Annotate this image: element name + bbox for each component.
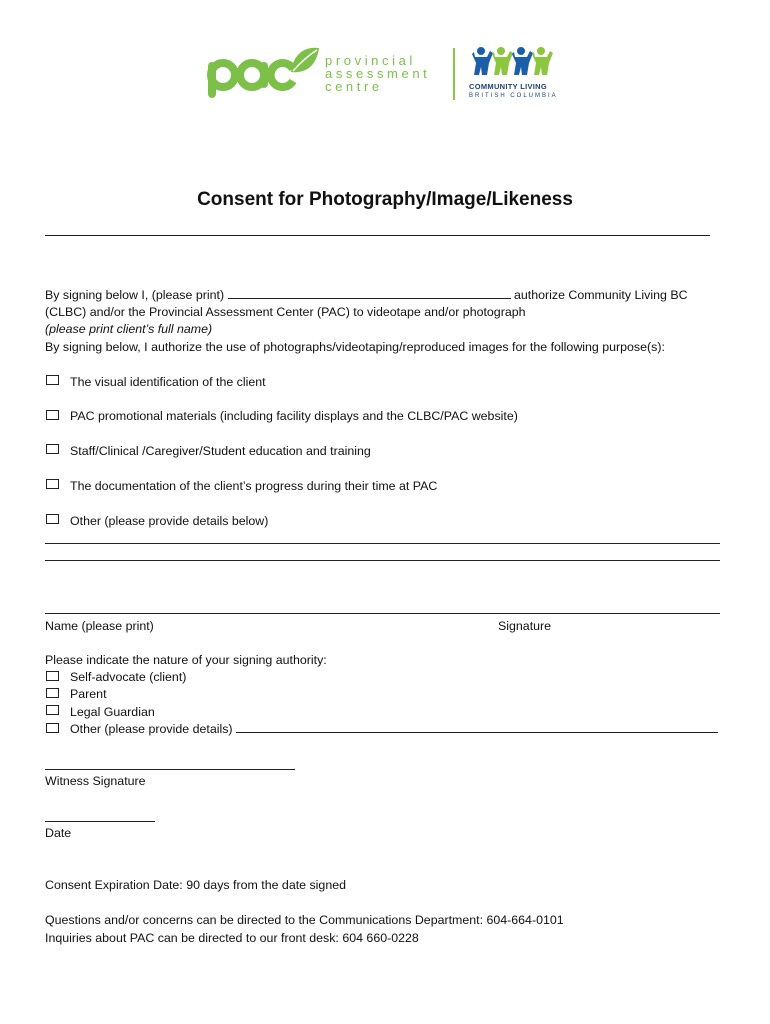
authority-label-legal-guardian: Legal Guardian — [70, 705, 155, 719]
client-name-field[interactable] — [228, 287, 511, 299]
purpose-checkbox-3[interactable] — [46, 444, 59, 454]
signature-label: Signature — [498, 619, 552, 633]
purpose-label-5: Other (please provide details below) — [70, 514, 269, 528]
pac-word-1: provincial — [325, 53, 416, 68]
intro-line-1 — [45, 287, 688, 304]
purpose-checkbox-5[interactable] — [46, 514, 59, 524]
authority-heading: Please indicate the nature of your signing authority: — [45, 653, 327, 667]
header-logos — [205, 42, 565, 104]
title-underline — [45, 235, 710, 236]
intro-line-2: (CLBC) and/or the Provincial Assessment Center (PAC) to videotape and/or photograph — [45, 305, 526, 319]
contact-inquiries: Inquiries about PAC can be directed to our front desk: 604 660-0228 — [45, 931, 419, 945]
expiration-text: Consent Expiration Date: 90 days from the date signed — [45, 878, 346, 892]
clbc-region: BRITISH COLUMBIA — [469, 93, 558, 99]
date-line[interactable] — [45, 821, 155, 822]
intro-line-1-post: authorize Community Living BC — [513, 288, 688, 302]
intro-line-3: (please print client’s full name) — [45, 322, 213, 336]
purpose-label-4: The documentation of the client’s progress during their time at PAC — [70, 479, 438, 493]
intro-line-4: By signing below, I authorize the use of photographs/videotaping/reproduced images for the following purpose(s): — [45, 340, 665, 354]
intro-line-1-pre: By signing below I, (please print) — [45, 288, 225, 302]
purpose-label-1: The visual identification of the client — [70, 375, 266, 389]
clbc-figures-icon — [471, 45, 561, 81]
pac-word-2: assessment — [325, 66, 431, 81]
witness-signature-line[interactable] — [45, 769, 295, 770]
other-details-line-2[interactable] — [45, 560, 720, 561]
authority-label-other: Other (please provide details) — [70, 722, 233, 736]
other-details-line-1[interactable] — [45, 543, 720, 544]
authority-checkbox-self-advocate[interactable] — [46, 671, 59, 681]
pac-wordmark — [325, 54, 430, 93]
witness-label: Witness Signature — [45, 774, 146, 788]
name-label: Name (please print) — [45, 619, 154, 633]
contact-questions: Questions and/or concerns can be directed to the Communications Department: 604-664-0101 — [45, 913, 564, 927]
page-title: Consent for Photography/Image/Likeness — [197, 189, 573, 210]
pac-word-3: centre — [325, 79, 383, 94]
purpose-checkbox-4[interactable] — [46, 479, 59, 489]
purpose-label-3: Staff/Clinical /Caregiver/Student education and training — [70, 444, 371, 458]
purpose-checkbox-1[interactable] — [46, 375, 59, 385]
logo-divider — [453, 48, 455, 100]
authority-other-row — [70, 721, 718, 738]
purpose-label-2: PAC promotional materials (including facility displays and the CLBC/PAC website) — [70, 409, 518, 423]
authority-label-parent: Parent — [70, 687, 107, 701]
authority-label-self-advocate: Self-advocate (client) — [70, 670, 187, 684]
authority-checkbox-other[interactable] — [46, 723, 59, 733]
authority-other-details-field[interactable] — [236, 721, 718, 733]
authority-checkbox-legal-guardian[interactable] — [46, 705, 59, 715]
purpose-checkbox-2[interactable] — [46, 410, 59, 420]
pac-logo-icon — [205, 42, 320, 104]
date-label: Date — [45, 826, 72, 840]
clbc-name: COMMUNITY LIVING — [469, 82, 547, 91]
authority-checkbox-parent[interactable] — [46, 688, 59, 698]
name-signature-line[interactable] — [45, 613, 720, 614]
